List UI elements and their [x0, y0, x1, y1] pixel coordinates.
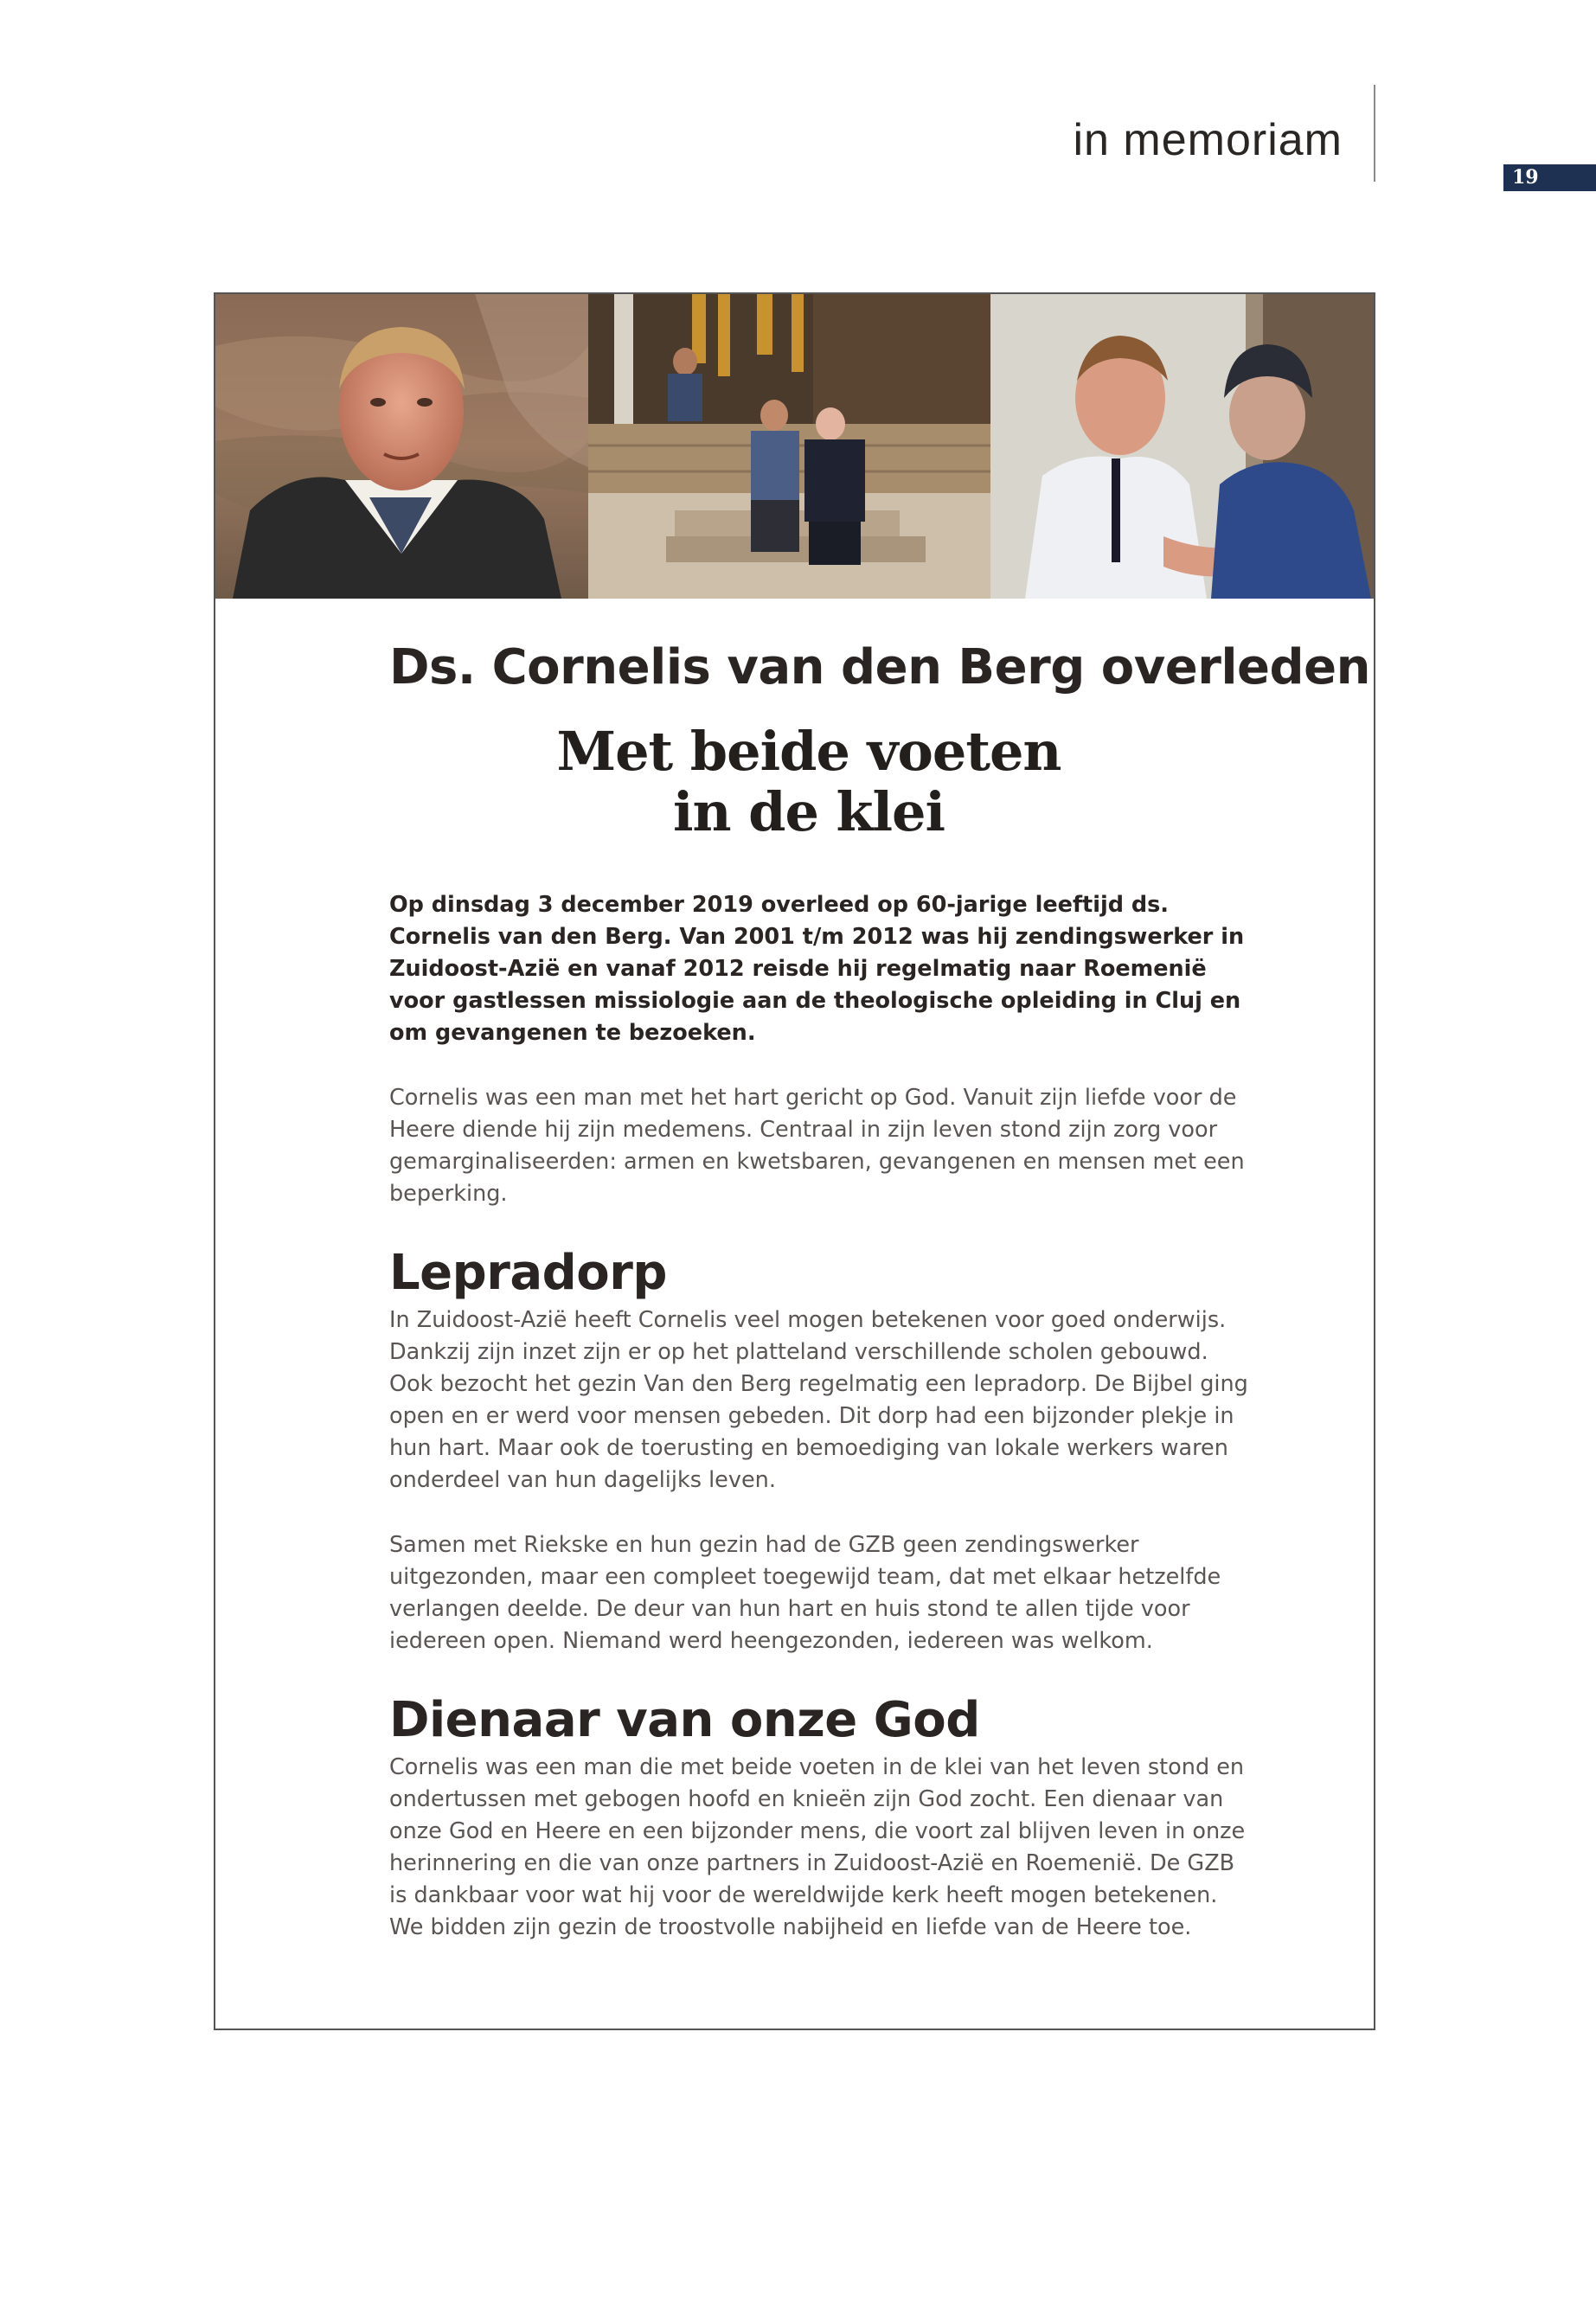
village-group-photo [588, 294, 990, 599]
header-divider [1374, 85, 1375, 182]
elderly-woman-photo [990, 294, 1374, 599]
article-frame [214, 292, 1375, 2030]
page-number-badge: 19 [1503, 164, 1596, 191]
paragraph: Samen met Riekske en hun gezin had de GZB geen zendingswerker uitgezonden, maar een compleet toegewijd team, dat met elkaar hetzelfde verlangen deelde. De deur van hun hart en huis stond te allen tijde voor iedereen open. Niemand werd heengezonden, iedereen was welkom. [389, 1532, 1221, 1655]
subheading-lepradorp: Lepradorp [389, 1245, 667, 1302]
article-kicker: Ds. Cornelis van den Berg overleden [389, 639, 1370, 695]
photo-strip [215, 294, 1374, 599]
headline-line-1: Met beide voeten [556, 720, 1061, 784]
subheading-dienaar: Dienaar van onze God [389, 1692, 980, 1749]
paragraph: Cornelis was een man die met beide voeten in de klei van het leven stond en ondertussen met gebogen hoofd en knieën zijn God zocht. Een dienaar van onze God en Heere en een bijzonder mens, die voort zal blijven leven in onze herinnering en die van onze partners in Zuidoost-Azië en Roemenië. De GZB is dankbaar voor wat hij voor de wereldwijde kerk heeft mogen betekenen. We bidden zijn gezin de troostvolle nabijheid en liefde van de Heere toe. [389, 1753, 1246, 1940]
article-headline [389, 721, 1228, 843]
intro-paragraph: Cornelis was een man met het hart gericht op God. Vanuit zijn liefde voor de Heere diende hij zijn medemens. Centraal in zijn leven stond zijn zorg voor gemarginaliseerden: armen en kwetsbaren, gevangenen en mensen met een beperking. [389, 1085, 1245, 1208]
portrait-photo [215, 294, 588, 599]
article-content [389, 639, 1370, 1944]
article-lead: Op dinsdag 3 december 2019 overleed op 60-jarige leeftijd ds. Cornelis van den Berg. Van 2001 t/m 2012 was hij zendingswerker in Zuidoost-Azië en vanaf 2012 reisde hij regelmatig naar Roemenië voor gastlessen missiologie aan de theologische opleiding in Cluj en om gevangenen te bezoeken. [389, 892, 1245, 1047]
paragraph: In Zuidoost-Azië heeft Cornelis veel mogen betekenen voor goed onderwijs. Dankzij zijn inzet zijn er op het platteland verschillende scholen gebouwd. Ook bezocht het gezin Van den Berg regelmatig een lepradorp. De Bijbel ging open en er werd voor mensen gebeden. Dit dorp had een bijzonder plekje in hun hart. Maar ook de toerusting en bemoediging van lokale werkers waren onderdeel van hun dagelijks leven. [389, 1307, 1248, 1494]
section-label: in memoriam [1073, 115, 1343, 165]
headline-line-2: in de klei [672, 780, 945, 844]
